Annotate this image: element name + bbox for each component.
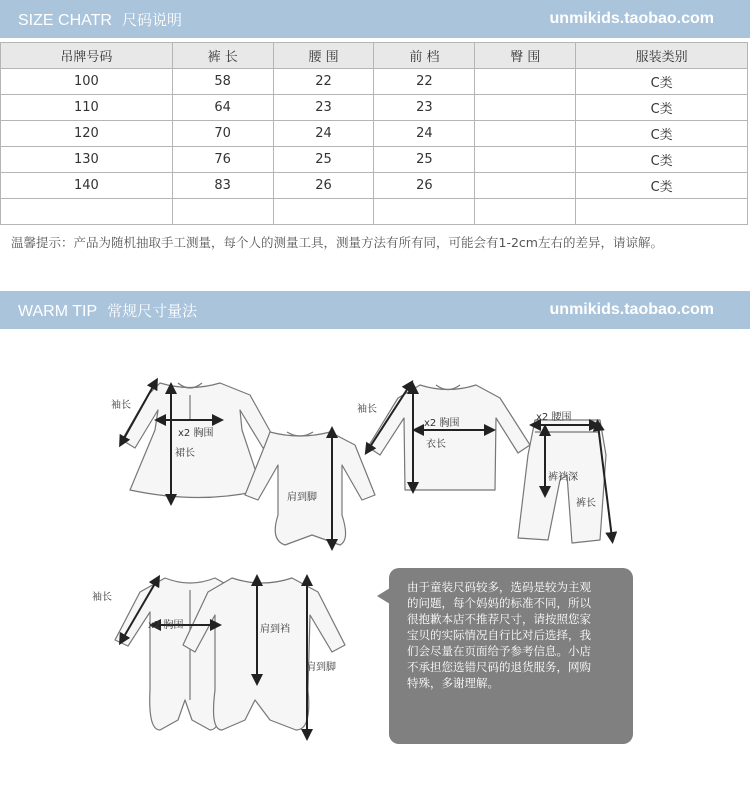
table-cell: 24 [374, 121, 475, 147]
banner-title-cn: 常规尺寸量法 [107, 302, 198, 320]
note-line: 特殊，多谢理解。 [407, 676, 499, 690]
table-cell [475, 147, 576, 173]
table-row [1, 121, 748, 147]
table-cell: 130 [1, 147, 173, 173]
label-bodysuit: 肩到脚 [287, 492, 317, 503]
label-top-chest: x2 胸围 [424, 418, 460, 429]
note-line: 的问题，每个妈妈的标准不同，所以 [407, 596, 591, 610]
label-pants-rise: 裤裆深 [548, 472, 578, 483]
size-selection-note [389, 568, 633, 744]
header-waist: 腰 围 [273, 43, 374, 69]
note-line: 很抱歉本店不推荐尺寸，请按照您家 [407, 612, 591, 626]
table-cell [374, 199, 475, 225]
table-cell: 22 [374, 69, 475, 95]
banner-title [18, 300, 197, 321]
table-cell: C类 [576, 69, 748, 95]
label-romper-feet: 肩到脚 [306, 662, 336, 673]
measurement-tip: 温馨提示：产品为随机抽取手工测量，每个人的测量工具，测量方法有所有同，可能会有1-2cm左右的差异，请谅解。 [11, 235, 663, 250]
table-cell: C类 [576, 147, 748, 173]
table-cell: 58 [172, 69, 273, 95]
table-cell: C类 [576, 121, 748, 147]
label-top-length: 衣长 [426, 439, 446, 450]
note-line: 宝贝的实际情况自行比对后选择，我 [407, 628, 591, 642]
top-drawing [368, 385, 530, 490]
table-row [1, 69, 748, 95]
table-cell: 120 [1, 121, 173, 147]
table-cell: C类 [576, 95, 748, 121]
table-row [1, 199, 748, 225]
table-cell [172, 199, 273, 225]
table-cell [475, 199, 576, 225]
table-cell: 23 [374, 95, 475, 121]
table-cell: 70 [172, 121, 273, 147]
header-category: 服装类别 [576, 43, 748, 69]
table-cell: 140 [1, 173, 173, 199]
header-front-rise: 前 档 [374, 43, 475, 69]
table-cell [273, 199, 374, 225]
label-dress-sleeve: 袖长 [111, 400, 131, 411]
note-line: 不承担您选错尺码的退货服务，网购 [407, 660, 591, 674]
table-cell: 83 [172, 173, 273, 199]
table-header-row [1, 43, 748, 69]
table-cell: 26 [374, 173, 475, 199]
table-cell: 76 [172, 147, 273, 173]
table-cell: 25 [273, 147, 374, 173]
table-cell: 26 [273, 173, 374, 199]
table-cell: 24 [273, 121, 374, 147]
banner-title [18, 9, 182, 30]
table-cell [475, 69, 576, 95]
header-tag-size: 吊牌号码 [1, 43, 173, 69]
table-cell: 25 [374, 147, 475, 173]
table-cell: 22 [273, 69, 374, 95]
label-romper-chest: x2 胸围 [148, 620, 184, 631]
shop-url[interactable]: unmikids.taobao.com [549, 10, 714, 27]
bodysuit-drawing [245, 432, 375, 545]
label-pants-length: 裤长 [576, 498, 596, 509]
measurement-illustrations [0, 330, 750, 786]
table-cell [1, 199, 173, 225]
table-cell [475, 173, 576, 199]
table-row [1, 173, 748, 199]
table-cell [475, 95, 576, 121]
table-cell: C类 [576, 173, 748, 199]
table-row [1, 95, 748, 121]
banner-title-cn: 尺码说明 [121, 11, 182, 29]
note-line: 们会尽量在页面给予参考信息。小店 [407, 644, 591, 658]
table-cell: 110 [1, 95, 173, 121]
header-pants-length: 裤 长 [172, 43, 273, 69]
size-table [0, 42, 748, 225]
label-top-sleeve: 袖长 [357, 404, 377, 415]
size-chart-banner [0, 0, 750, 38]
label-dress-length: 裙长 [175, 448, 195, 459]
shop-url[interactable]: unmikids.taobao.com [549, 301, 714, 318]
label-dress-chest: x2 胸围 [178, 428, 214, 439]
table-cell [576, 199, 748, 225]
label-romper-sleeve: 袖长 [92, 592, 112, 603]
label-pants-waist: x2 腰围 [536, 412, 572, 423]
label-romper-crotch: 肩到裆 [260, 624, 290, 635]
banner-title-en: WARM TIP [18, 303, 98, 320]
warm-tip-banner [0, 291, 750, 329]
table-cell: 64 [172, 95, 273, 121]
table-row [1, 147, 748, 173]
table-cell [475, 121, 576, 147]
banner-title-en: SIZE CHATR [18, 12, 112, 29]
table-cell: 100 [1, 69, 173, 95]
header-hip: 臀 围 [475, 43, 576, 69]
note-line: 由于童装尺码较多，选码是较为主观 [407, 580, 591, 594]
table-cell: 23 [273, 95, 374, 121]
